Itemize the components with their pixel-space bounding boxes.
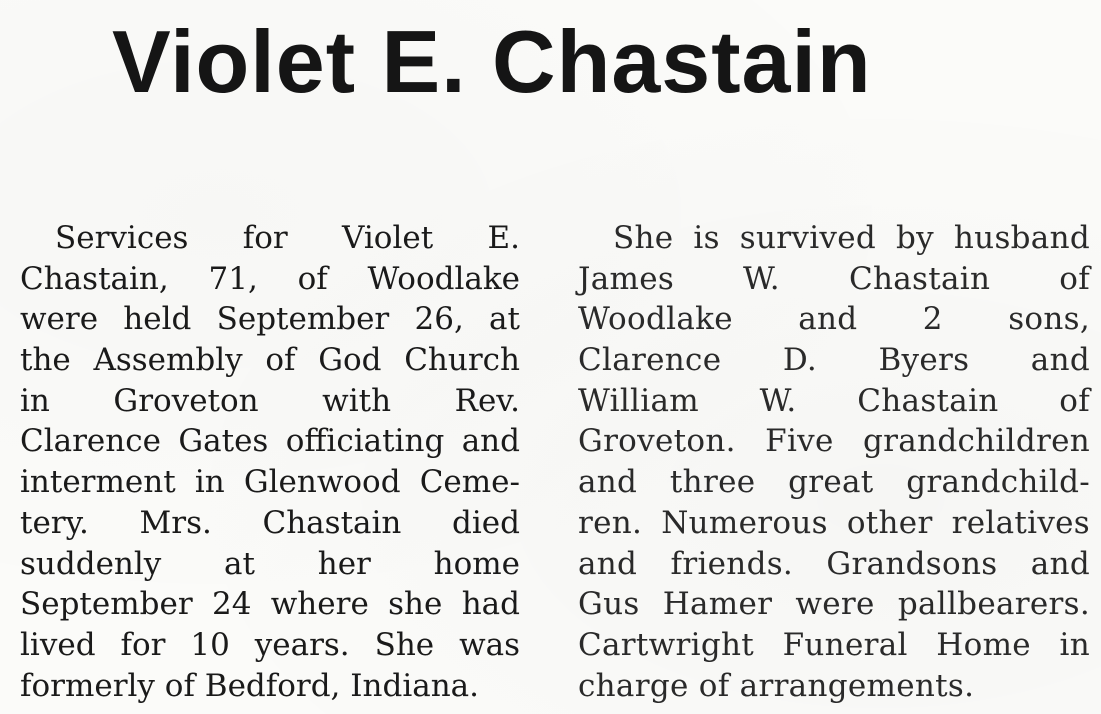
text-line: Gus Hamer were pallbearers. — [578, 586, 1090, 623]
text-line: formerly of Bedford, Indiana. — [20, 667, 480, 704]
text-line: tery. Mrs. Chastain died — [20, 504, 520, 541]
text-line: William W. Chastain of — [578, 382, 1090, 419]
text-line: the Assembly of God Church — [20, 342, 520, 379]
text-line: interment in Glenwood Ceme- — [20, 464, 520, 501]
text-line: September 24 where she had — [20, 586, 520, 623]
text-line: and three great grandchild- — [578, 464, 1090, 501]
obituary-column-right — [578, 218, 1090, 706]
obituary-headline: Violet E. Chastain — [112, 12, 872, 111]
text-line: Cartwright Funeral Home in — [578, 626, 1090, 663]
text-line: James W. Chastain of — [578, 260, 1090, 297]
obituary-column-left — [20, 218, 520, 706]
text-line: She is survived by husband — [613, 220, 1090, 256]
text-line: Services for Violet E. — [55, 220, 520, 256]
text-line: in Groveton with Rev. — [20, 382, 520, 419]
text-line: and friends. Grandsons and — [578, 545, 1090, 582]
text-line: Groveton. Five grandchildren — [578, 423, 1090, 460]
text-line: ren. Numerous other relatives — [578, 504, 1090, 541]
text-line: Clarence Gates officiating and — [20, 423, 520, 460]
text-line: lived for 10 years. She was — [20, 626, 520, 663]
text-line: Chastain, 71, of Woodlake — [20, 260, 520, 297]
text-line: charge of arrangements. — [578, 667, 975, 704]
text-line: Woodlake and 2 sons, — [578, 301, 1090, 338]
text-line: suddenly at her home — [20, 545, 520, 582]
text-line: Clarence D. Byers and — [578, 342, 1090, 379]
text-line: were held September 26, at — [20, 301, 520, 338]
